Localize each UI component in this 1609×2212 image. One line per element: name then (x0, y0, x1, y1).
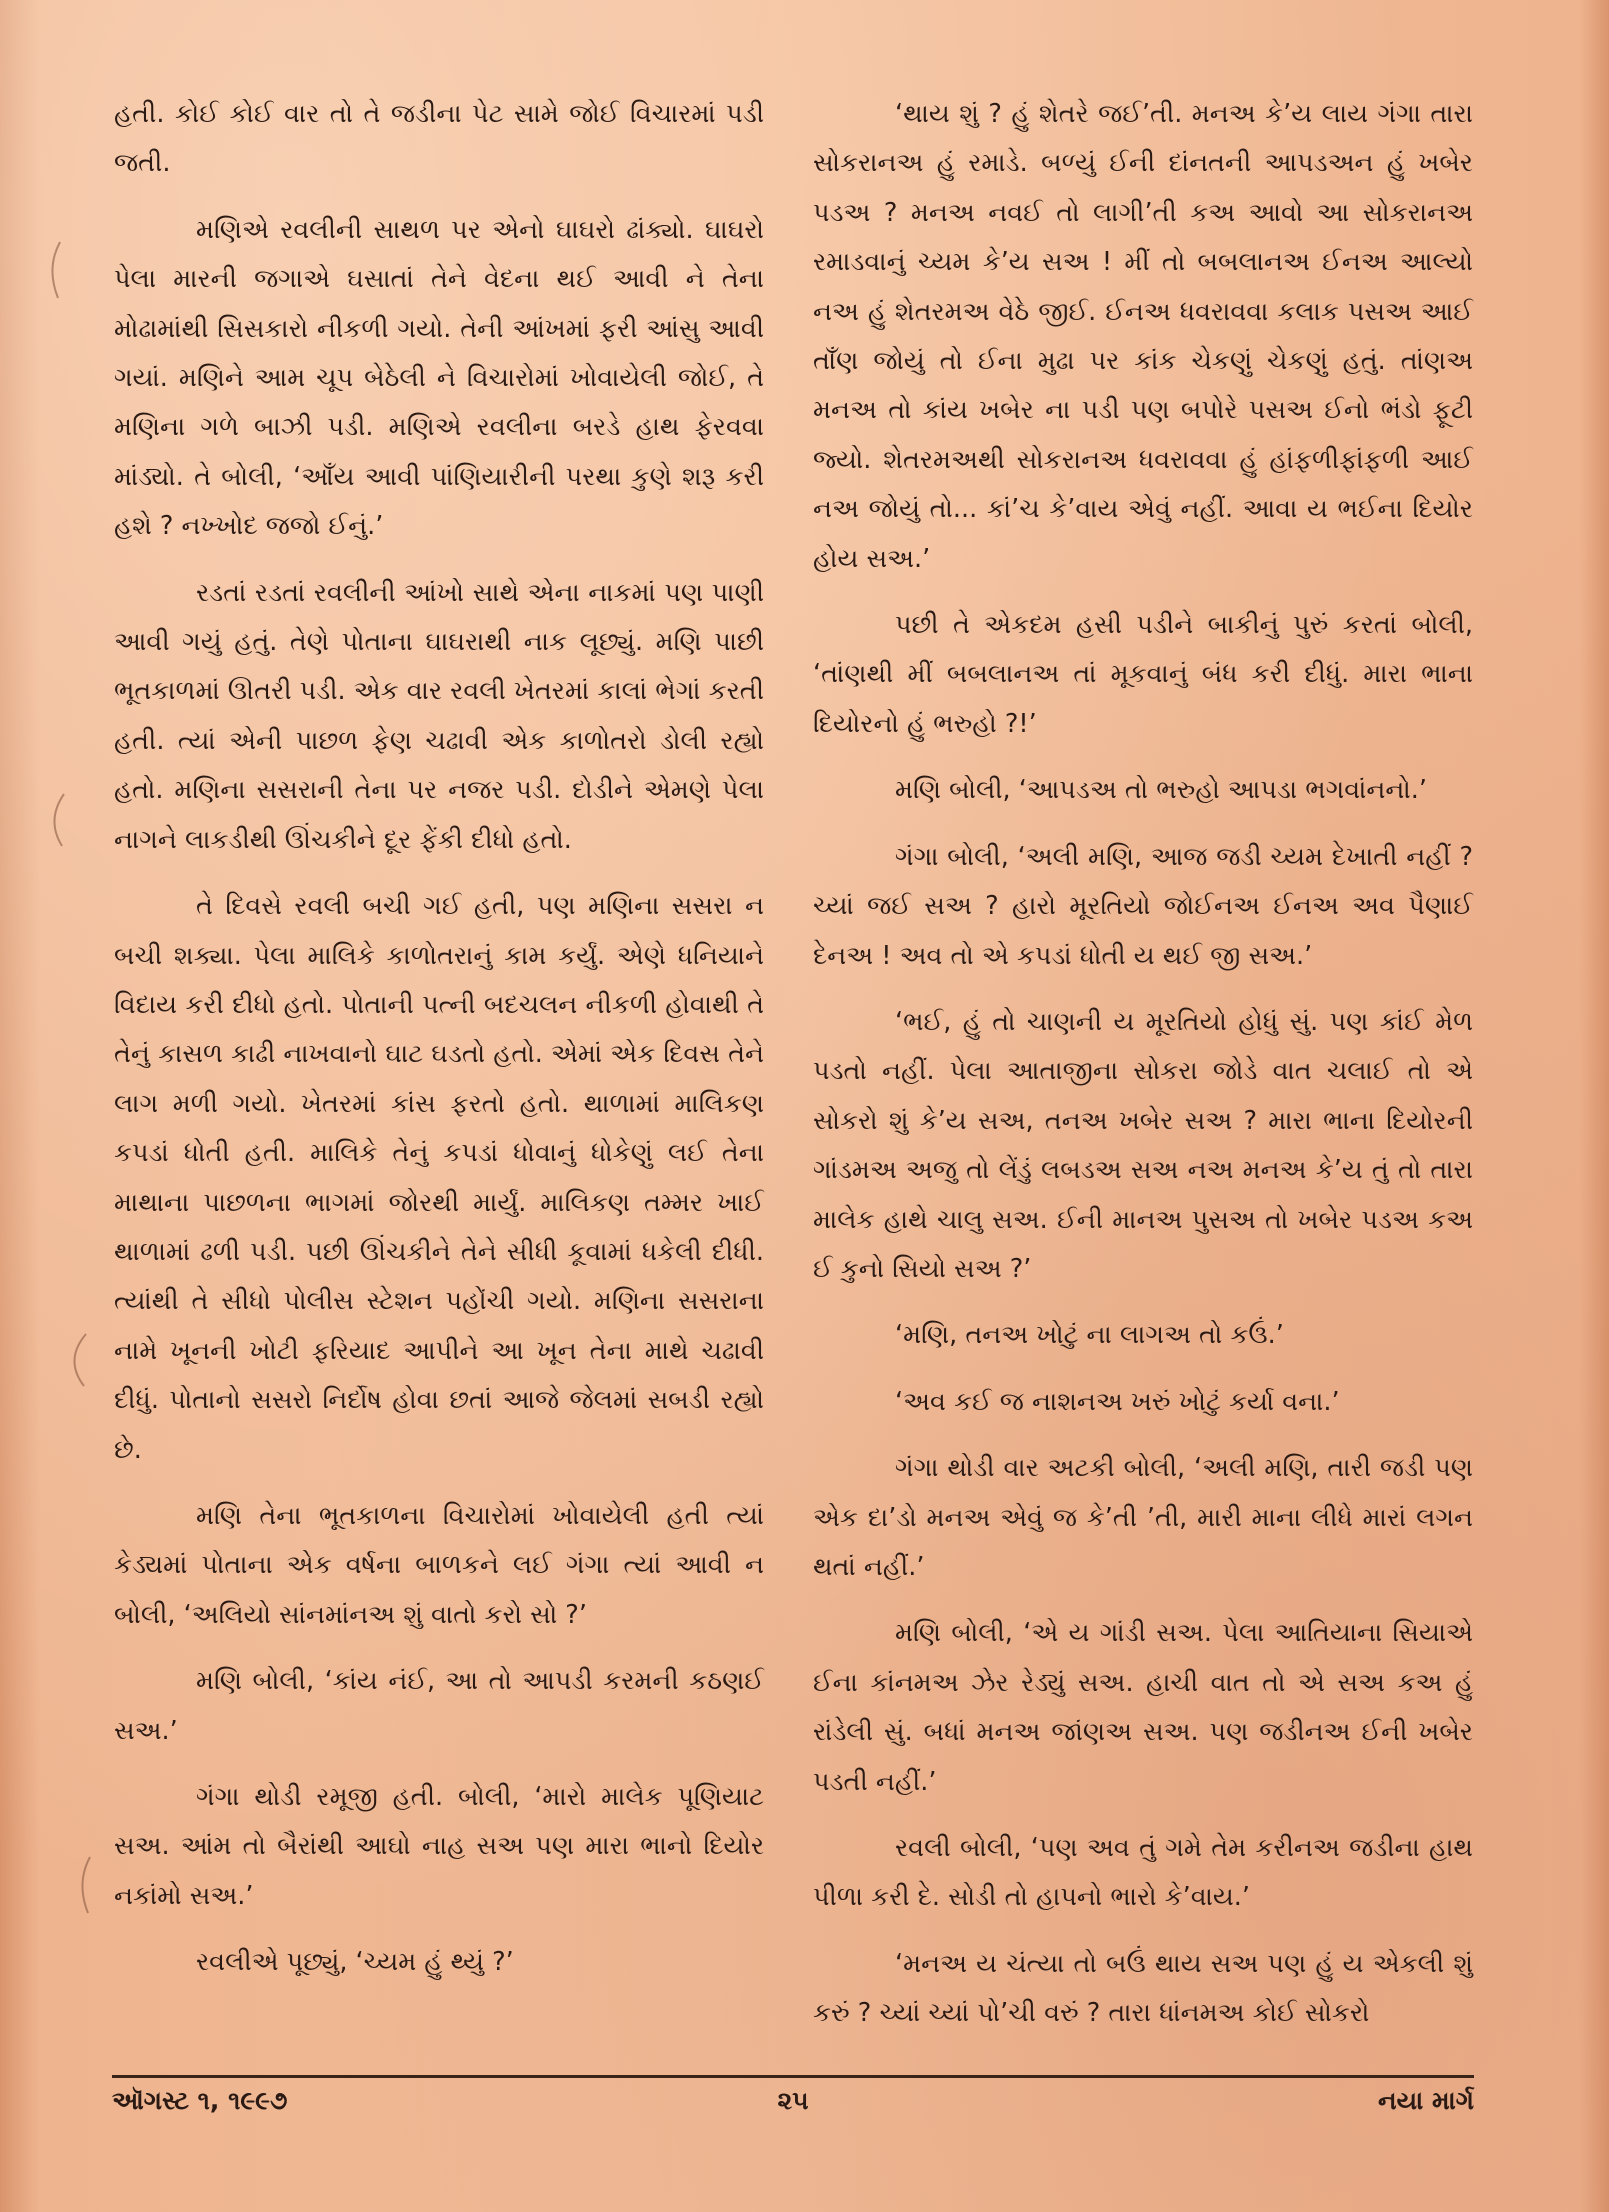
left-text-column (114, 90, 764, 2005)
paragraph: મણિ બોલી, ‘આપડઅ તો ભરુહો આપડા ભગવાંનનો.’ (895, 775, 1428, 806)
paragraph: ગંગા બોલી, ‘અલી મણિ, આજ જડી ચ્યમ દેખાતી નહીં ? ચ્યાં જઈ સઅ ? હારો મૂરતિયો જોઈનઅ ઈનઅ અવ પૈણાઈ દેનઅ ! અવ તો એ કપડાં ધોતી ય થઈ જી સઅ.’ (813, 841, 1473, 971)
paragraph: મણિ બોલી, ‘કાંય નંઈ, આ તો આપડી કરમની કઠણઈ સઅ.’ (114, 1666, 764, 1746)
paper-crease-mark (60, 1330, 90, 1390)
paper-crease-mark (40, 790, 70, 850)
paragraph: ગંગા થોડી રમૂજી હતી. બોલી, ‘મારો માલેક પૂણિયાટ સઅ. આંમ તો બૈરાંથી આઘો નાહ સઅ પણ મારા ભાનો દિયોર નકાંમો સઅ.’ (114, 1782, 764, 1911)
paper-crease-mark (70, 1855, 100, 1915)
page-number: ૨૫ (777, 2086, 809, 2115)
paragraph: ‘ભઈ, હું તો ચાણની ય મૂરતિયો હોધું સું. પણ કાંઈ મેળ પડતો નહીં. પેલા આતાજીના સોકરા જોડે વાત ચલાઈ તો એ સોકરો શું કે’ય સઅ, તનઅ ખબેર સઅ ? મારા ભાના દિયોરની ગાંડમઅ અજુ તો લેંડું લબડઅ સઅ નઅ મનઅ કે’ય તું તો તારા માલેક હાથે ચાલુ સઅ. ઈની માનઅ પુસઅ તો ખબેર પડઅ કઅ ઈ કુનો સિયો સઅ ?’ (813, 1006, 1473, 1284)
issue-date: ઑગસ્ટ ૧, ૧૯૯૭ (112, 2086, 288, 2115)
paragraph: મણિ તેના ભૂતકાળના વિચારોમાં ખોવાયેલી હતી ત્યાં કેડ્યમાં પોતાના એક વર્ષના બાળકને લઈ ગંગા ત્યાં આવી ન બોલી, ‘અલિયો સાંનમાંનઅ શું વાતો કરો સો ?’ (114, 1500, 764, 1630)
right-text-column (813, 90, 1473, 2056)
paragraph: મણિ બોલી, ‘એ ય ગાંડી સઅ. પેલા આતિયાના સિયાએ ઈના કાંનમઅ ઝેર રેડ્યું સઅ. હાચી વાત તો એ સઅ કઅ હું રાંડેલી સું. બધાં મનઅ જાંણઅ સઅ. પણ જડીનઅ ઈની ખબેર પડતી નહીં.’ (813, 1618, 1473, 1797)
paragraph: ‘અવ કઈ જ નાશનઅ ખરું ખોટું કર્યા વના.’ (895, 1386, 1340, 1417)
paragraph: રવલીએ પૂછ્યું, ‘ચ્યમ હું થ્યું ?’ (196, 1947, 514, 1978)
page-footer (112, 2075, 1474, 2115)
paragraph: રવલી બોલી, ‘પણ અવ તું ગમે તેમ કરીનઅ જડીના હાથ પીળા કરી દે. સોડી તો હાપનો ભારો કે’વાય.’ (813, 1833, 1473, 1913)
paragraph: પછી તે એકદમ હસી પડીને બાકીનું પુરું કરતાં બોલી, ‘તાંણથી મીં બબલાનઅ તાં મૂકવાનું બંધ કરી દીધું. મારા ભાના દિયોરનો હું ભરુહો ?!’ (813, 610, 1473, 739)
paragraph: તે દિવસે રવલી બચી ગઈ હતી, પણ મણિના સસરા ન બચી શક્યા. પેલા માલિકે કાળોતરાનું કામ કર્યું. એણે ધનિયાને વિદાય કરી દીધો હતો. પોતાની પત્ની બદચલન નીકળી હોવાથી તે તેનું કાસળ કાઢી નાખવાનો ઘાટ ઘડતો હતો. એમાં એક દિવસ તેને લાગ મળી ગયો. ખેતરમાં કાંસ ફરતો હતો. થાળામાં માલિકણ કપડાં ધોતી હતી. માલિકે તેનું કપડાં ધોવાનું ધોકેણું લઈ તેના માથાના પાછળના ભાગમાં જોરથી માર્યું. માલિકણ તમ્મર ખાઈ થાળામાં ઢળી પડી. પછી ઊંચકીને તેને સીધી કૂવામાં ધકેલી દીધી. ત્યાંથી તે સીધો પોલીસ સ્ટેશન પહોંચી ગયો. મણિના સસરાના નામે ખૂનની ખોટી ફરિયાદ આપીને આ ખૂન તેના માથે ચઢાવી દીધું. પોતાનો સસરો નિર્દોષ હોવા છતાં આજે જેલમાં સબડી રહ્યો છે. (114, 891, 764, 1465)
paragraph: ‘મણિ, તનઅ ખોટું ના લાગઅ તો કઉં.’ (895, 1320, 1284, 1351)
magazine-name: નયા માર્ગ (1378, 2086, 1474, 2115)
paragraph: ગંગા થોડી વાર અટકી બોલી, ‘અલી મણિ, તારી જડી પણ એક દા’ડો મનઅ એવું જ કે’તી ’તી, મારી માના લીધે મારાં લગન થતાં નહીં.’ (813, 1453, 1473, 1582)
paragraph: ‘મનઅ ય ચંત્યા તો બઉં થાય સઅ પણ હું ય એકલી શું કરું ? ચ્યાં ચ્યાં પો’ચી વરું ? તારા ધાંનમઅ કોઈ સોકરો (813, 1948, 1473, 2029)
paragraph: રડતાં રડતાં રવલીની આંખો સાથે એના નાકમાં પણ પાણી આવી ગયું હતું. તેણે પોતાના ઘાઘરાથી નાક લૂછ્યું. મણિ પાછી ભૂતકાળમાં ઊતરી પડી. એક વાર રવલી ખેતરમાં કાલાં ભેગાં કરતી હતી. ત્યાં એની પાછળ ફેણ ચઢાવી એક કાળોતરો ડોલી રહ્યો હતો. મણિના સસરાની તેના પર નજર પડી. દોડીને એમણે પેલા નાગને લાકડીથી ઊંચકીને દૂર ફેંકી દીધો હતો. (114, 577, 764, 855)
paragraph: હતી. કોઈ કોઈ વાર તો તે જડીના પેટ સામે જોઈ વિચારમાં પડી જતી. (114, 99, 764, 179)
paragraph: ‘થાય શું ? હું શેતરે જઈ’તી. મનઅ કે’ય લાય ગંગા તારા સોકરાનઅ હું રમાડે. બળ્યું ઈની દાંનતની આપડઅન હું ખબેર પડઅ ? મનઅ નવઈ તો લાગી’તી કઅ આવો આ સોકરાનઅ રમાડવાનું ચ્યમ કે’ય સઅ ! મીં તો બબલાનઅ ઈનઅ આલ્યો નઅ હું શેતરમઅ વેઠે જીઈ. ઈનઅ ધવરાવવા કલાક પસઅ આઈ તાઁણ જોયું તો ઈના મુઢા પર કાંક ચેકણું ચેકણું હતું. તાંણઅ મનઅ તો કાંય ખબેર ના પડી પણ બપોરે પસઅ ઈનો ભંડો ફૂટી જ્યો. શેતરમઅથી સોકરાનઅ ધવરાવવા હું હાંફળીફાંફળી આઈ નઅ જોયું તો... કાં’ચ કે’વાય એવું નહીં. આવા ય ભઈના દિયોર હોય સઅ.’ (813, 99, 1473, 574)
paragraph: મણિએ રવલીની સાથળ પર એનો ઘાઘરો ઢાંક્યો. ઘાઘરો પેલા મારની જગાએ ઘસાતાં તેને વેદના થઈ આવી ને તેના મોઢામાંથી સિસકારો નીકળી ગયો. તેની આંખમાં ફરી આંસુ આવી ગયાં. મણિને આમ ચૂપ બેઠેલી ને વિચારોમાં ખોવાયેલી જોઈ, તે મણિના ગળે બાઝી પડી. મણિએ રવલીના બરડે હાથ ફેરવવા માંડ્યો. તે બોલી, ‘આઁય આવી પાંણિયારીની પરથા કુણે શરૂ કરી હશે ? નખ્ખોદ જજો ઈનું.’ (114, 214, 764, 542)
paper-crease-mark (38, 240, 68, 300)
